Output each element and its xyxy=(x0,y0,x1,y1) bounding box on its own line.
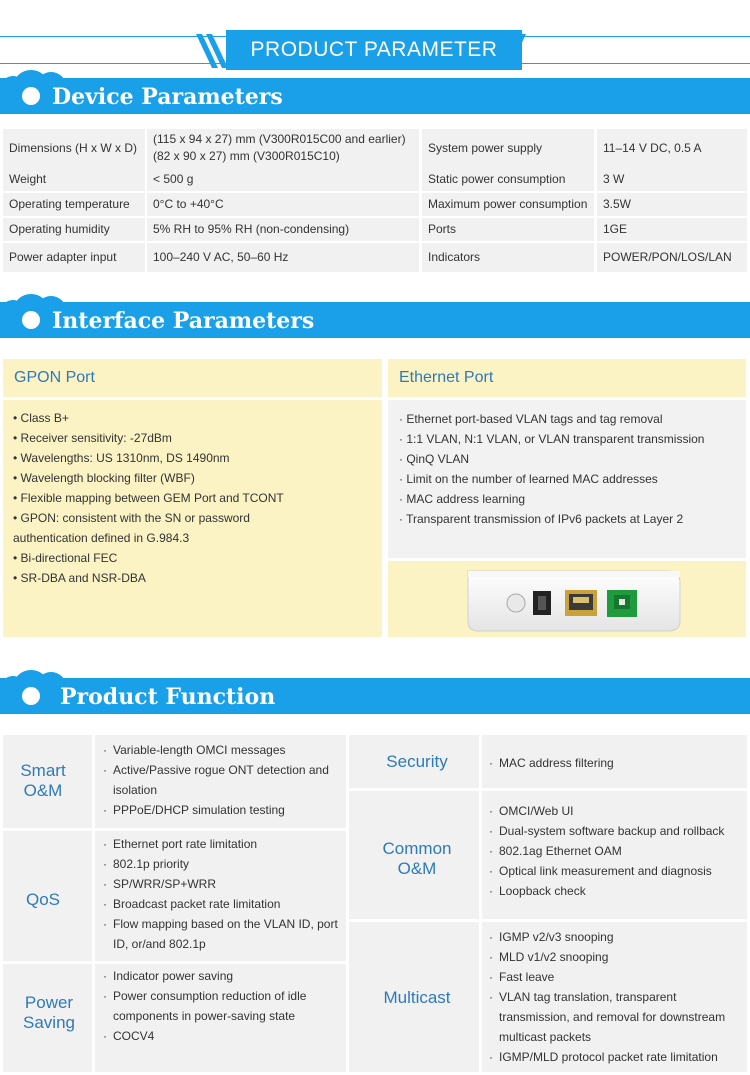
function-item: · COCV4 xyxy=(103,1026,313,1046)
function-item: · Variable-length OMCI messages xyxy=(103,740,343,760)
device-param-right-value: 3 W xyxy=(597,167,747,191)
gpon-feature-item: • Wavelength blocking filter (WBF) xyxy=(13,471,195,485)
gpon-feature-item: • SR-DBA and NSR-DBA xyxy=(13,571,146,585)
device-param-left-value: 100–240 V AC, 50–60 Hz xyxy=(147,243,419,272)
function-item: · IGMP v2/v3 snooping xyxy=(489,927,744,947)
device-param-left-label: Operating temperature xyxy=(3,193,145,216)
ethernet-feature-item: · Transparent transmission of IPv6 packets at Layer 2 xyxy=(399,512,684,526)
section-header-interface xyxy=(0,294,750,338)
device-param-left-value: 0°C to +40°C xyxy=(147,193,419,216)
section-header-function xyxy=(0,670,750,714)
ethernet-port-title: Ethernet Port xyxy=(388,359,746,397)
ethernet-feature-item: · Ethernet port-based VLAN tags and tag removal xyxy=(399,412,663,426)
device-param-right-label: Maximum power consumption xyxy=(422,193,594,216)
function-category-power-saving: Power Saving xyxy=(23,993,75,1032)
ethernet-feature-item: · QinQ VLAN xyxy=(399,452,470,466)
function-item: · MLD v1/v2 snooping xyxy=(489,947,744,967)
device-param-right-label: Ports xyxy=(422,218,594,241)
device-image-panel xyxy=(388,561,746,637)
function-item: · Active/Passive rogue ONT detection and isolation xyxy=(103,760,343,800)
function-item: · Indicator power saving xyxy=(103,966,313,986)
device-param-right-label: Static power consumption xyxy=(422,167,594,191)
section-bullet-icon xyxy=(22,311,40,329)
function-item: · SP/WRR/SP+WRR xyxy=(103,874,343,894)
ethernet-feature-item: · 1:1 VLAN, N:1 VLAN, or VLAN transparent transmission xyxy=(399,432,705,446)
section-header-device xyxy=(0,70,750,114)
function-item: · Dual-system software backup and rollback xyxy=(489,821,744,841)
gpon-feature-item: • Receiver sensitivity: -27dBm xyxy=(13,431,172,445)
device-param-right-value: 3.5W xyxy=(597,193,747,216)
function-category-multicast: Multicast xyxy=(383,988,451,1007)
ethernet-feature-item: · Limit on the number of learned MAC addresses xyxy=(399,472,658,486)
ethernet-feature-item: · MAC address learning xyxy=(399,492,526,506)
device-param-left-value: 5% RH to 95% RH (non-condensing) xyxy=(147,218,419,241)
function-list-security xyxy=(489,753,744,773)
function-list-smart-om xyxy=(103,740,343,820)
device-param-left-label: Operating humidity xyxy=(3,218,145,241)
ont-device-image xyxy=(388,561,746,637)
function-list-power-saving xyxy=(103,966,313,1046)
function-list-qos xyxy=(103,834,343,954)
function-item: · IGMP/MLD protocol packet rate limitation xyxy=(489,1047,744,1067)
ethernet-port-panel xyxy=(388,400,746,558)
device-param-left-value: (115 x 94 x 27) mm (V300R015C00 and earlier) (82 x 90 x 27) mm (V300R015C10) xyxy=(147,129,419,167)
function-item: · MAC address filtering xyxy=(489,753,744,773)
function-item: · 802.1p priority xyxy=(103,854,343,874)
gpon-feature-list xyxy=(13,408,284,588)
function-item: · Ethernet port rate limitation xyxy=(103,834,343,854)
section-bullet-icon xyxy=(22,87,40,105)
function-item: · Broadcast packet rate limitation xyxy=(103,894,343,914)
device-param-left-label: Dimensions (H x W x D) xyxy=(3,129,145,167)
banner-title: PRODUCT PARAMETER xyxy=(226,30,522,70)
function-item: · Fast leave xyxy=(489,967,744,987)
device-param-left-label: Weight xyxy=(3,167,145,191)
gpon-feature-item: authentication defined in G.984.3 xyxy=(13,531,190,545)
banner-stripes-left xyxy=(196,34,228,68)
ethernet-feature-list xyxy=(399,409,704,529)
section-bullet-icon xyxy=(22,687,40,705)
gpon-port-title: GPON Port xyxy=(3,359,382,397)
device-param-left-label: Power adapter input xyxy=(3,243,145,272)
device-param-right-label: Indicators xyxy=(422,243,594,272)
function-list-common-om xyxy=(489,801,744,901)
function-list-multicast xyxy=(489,927,744,1067)
section-title: Device Parameters xyxy=(52,84,283,110)
device-param-right-value: 11–14 V DC, 0.5 A xyxy=(597,129,747,167)
gpon-port-panel xyxy=(3,400,382,637)
gpon-feature-item: • GPON: consistent with the SN or password xyxy=(13,511,250,525)
banner-stripes-right xyxy=(494,34,526,68)
function-item: · OMCI/Web UI xyxy=(489,801,744,821)
section-title: Product Function xyxy=(60,684,276,710)
gpon-feature-item: • Flexible mapping between GEM Port and TCONT xyxy=(13,491,284,505)
gpon-feature-item: • Wavelengths: US 1310nm, DS 1490nm xyxy=(13,451,230,465)
section-title: Interface Parameters xyxy=(52,308,315,334)
gpon-feature-item: • Class B+ xyxy=(13,411,69,425)
function-item: · Flow mapping based on the VLAN ID, port ID, or/and 802.1p xyxy=(103,914,343,954)
function-item: · PPPoE/DHCP simulation testing xyxy=(103,800,343,820)
function-item: · Optical link measurement and diagnosis xyxy=(489,861,744,881)
function-category-security: Security xyxy=(386,752,448,771)
function-item: · 802.1ag Ethernet OAM xyxy=(489,841,744,861)
function-item: · Loopback check xyxy=(489,881,744,901)
function-category-common-om: Common O&M xyxy=(382,839,452,878)
device-param-right-value: 1GE xyxy=(597,218,747,241)
device-param-left-value: < 500 g xyxy=(147,167,419,191)
function-item: · Power consumption reduction of idle components in power-saving state xyxy=(103,986,313,1026)
function-category-smart-om: Smart O&M xyxy=(20,761,66,800)
function-category-qos: QoS xyxy=(25,890,61,909)
device-param-right-value: POWER/PON/LOS/LAN xyxy=(597,243,747,272)
function-item: · VLAN tag translation, transparent transmission, and removal for downstream multicast packets xyxy=(489,987,744,1047)
gpon-feature-item: • Bi-directional FEC xyxy=(13,551,118,565)
device-param-right-label: System power supply xyxy=(422,129,594,167)
